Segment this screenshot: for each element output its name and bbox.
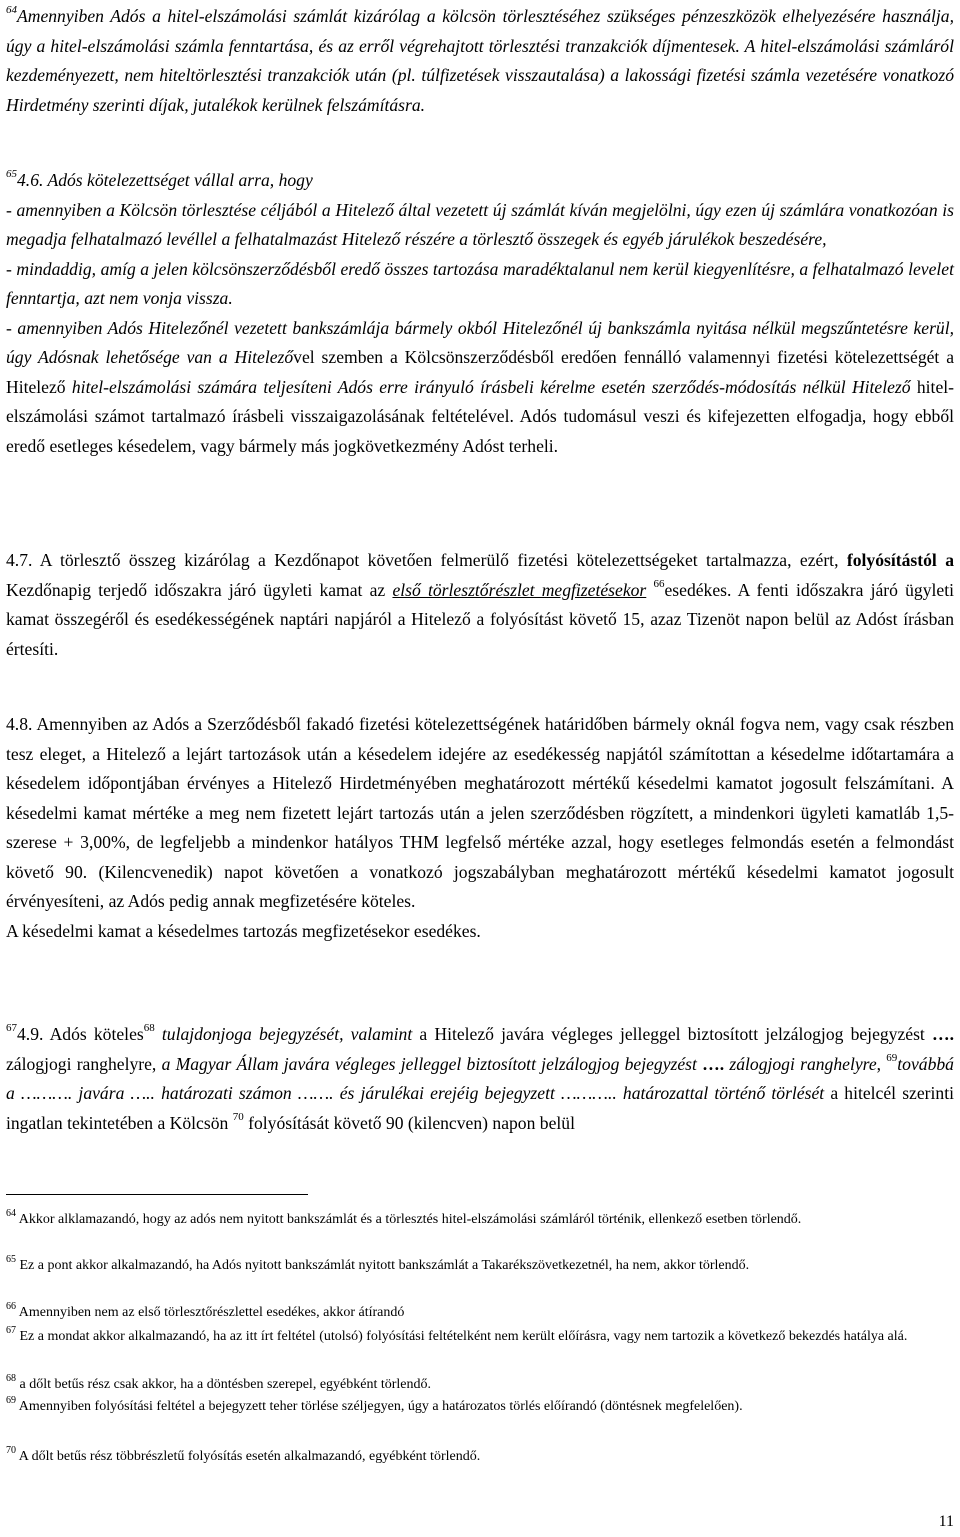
footnote-ref-67: 67 [6,1022,17,1035]
footnote-64: $^{64}$ Akkor alklamazandó, hogy az adós nem nyitott bankszámlát és a törlesztés hitel-elszámolási számláról történik, ellenkező esetben törlendő. [6,1208,802,1227]
footnote-ref-68: 68 [143,1022,155,1035]
bullet-new-account: - amennyiben a Kölcsön törlesztése céljából a Hitelező által vezetett új számlát kíván megjelölni, úgy ezen új számlára vonatkozóan is megadja felhatalmazó levéllel a felhatalmazást Hitelező részére a törlesztő összegek és egyéb járulékok beszedésére, [6,199,954,249]
footnote-69: $^{69}$ Amennyiben folyósítási feltétel a bejegyzett teher törlése széljegyen, úgy a határozatos törlés előírandó (döntésnek megfelelően). [6,1395,743,1414]
section-4-8: 4.8. Amennyiben az Adós a Szerződésből fakadó fizetési kötelezettségének határidőben bármely oknál fogva nem, vagy csak részben tesz eleget, a Hitelező a lejárt tartozások után a késedelem idejére az esedékesség napjától számítottan a késedelme időtartamára a késedelem időpontjában érvényes a Hitelező Hirdetményében meghatározott mértékű késedelmi kamatot jogosult felszámítani. A késedelmi kamat mértéke a meg nem fizetett lejárt tartozás után a jelen szerződésben rögzített, a mindenkori ügyleti kamatláb 1,5-szerese + 3,00%, de legfeljebb a mindenkor hatályos THM legfelső mértéke azzal, hogy esetleges felmondás esetén a felmondást követő 90. (Kilencvenedik) napot követően a vonatkozó jogszabályban meghatározott mértékű késedelmi kamatot jogosult érvényesíteni, az Adós pedig annak megfizetésére köteles. A késedelmi kamat a késedelmes tartozás megfizetésekor esedékes. [6,714,954,941]
footnote-66: $^{66}$ Amennyiben nem az első törlesztőrészlettel esedékes, akkor átírandó [6,1301,405,1320]
paragraph-64: $^{64}$Amennyiben Adós a hitel-elszámolási számlát kizárólag a kölcsön törlesztéséhez szükséges pénzeszközök elhelyezésére használja, úgy a hitel-elszámolási számla fenntartása, és az erről végrehajtott törlesztési tranzakciók díjmentesek. A hitel-elszámolási számláról kezdeményezett, nem hiteltörlesztési tranzakciók után (pl. túlfizetések visszautalása) a lakossági fizetési számla vezetésére vonatkozó Hirdetmény szerinti díjak, jutalékok kerülnek felszámításra. [6,4,954,115]
footnote-ref-69: 69 [886,1051,898,1064]
footnote-ref-70: 70 [232,1110,244,1123]
section-4-7: 4.7. A törlesztő összeg kizárólag a Kezdőnapot követően felmerülő fizetési kötelezettségeket tartalmazza, ezért, folyósítástól a Kezdőnapig terjedő időszakra járó ügyleti kamat az első törlesztőrészlet megfizetésekor $^{66}$esedékes. A fenti időszakra járó ügyleti kamat összegéről és esedékességének naptári napjáról a Hitelező a folyósítást követő 15, azaz Tizenöt napon belül az Adóst írásban értesíti. [6,550,955,659]
section-4-9: $^{67}$4.9. Adós köteles$^{68}$ tulajdonjoga bejegyzését, valamint a Hitelező javára végleges jelleggel biztosított jelzálogjog bejegyzést …. zálogjogi ranghelyre, a Magyar Állam javára végleges jelleggel biztosított jelzálogjog bejegyzést …. zálogjogi ranghelyre, $^{69}$továbbá a ………. javára ….. határozati számon ……. és járulékai erejéig bejegyzett ……….. határozattal történő törlését a hitelcél szerinti ingatlan tekintetében a Kölcsön $^{70}$ folyósítását követő 90 (kilencven) napon belül [6,1022,954,1133]
section-4-6 [6,166,954,461]
bullet-authorization: - mindaddig, amíg a jelen kölcsönszerződésből eredő összes tartozása maradéktalanul nem kerül kiegyenlítésre, a felhatalmazó levelet fenntartja, azt nem vonja vissza. [6,258,954,308]
footnote-65: $^{65}$ Ez a pont akkor alkalmazandó, ha Adós nyitott bankszámlát nyitott bankszámlát a Takarékszövetkezetnél, ha nem, akkor törlendő. [6,1254,750,1273]
footnote-ref-66: 66 [653,577,665,590]
footnote-70: $^{70}$ A dőlt betűs rész többrészletű folyósítás esetén alkalmazandó, egyébként törlendő. [6,1445,481,1464]
footnote-68: $^{68}$ a dőlt betűs rész csak akkor, ha a döntésben szerepel, egyébként törlendő. [6,1373,432,1392]
bullet-account-closure: - amennyiben Adós Hitelezőnél vezetett bankszámlája bármely okból Hitelezőnél új bankszámla nyitása nélkül megszűntetésre kerül, úgy Adósnak lehetősége van a Hitelezővel szemben a Kölcsönszerződésből eredően fennálló valamennyi fizetési kötelezettségét a Hitelező hitel-elszámolási számára teljesíteni Adós erre irányuló írásbeli kérelme esetén szerződés-módosítás nélkül Hitelező hitel-elszámolási számot tartalmazó írásbeli visszaigazolásának feltételével. Adós tudomásul veszi és kifejezetten elfogadja, hogy ebből eredő esetleges késedelem, vagy bármely más jogkövetkezmény Adóst terheli. [6,317,955,456]
footnote-separator [6,1194,308,1195]
page-number: 11 [938,1513,954,1530]
footnote-ref-65: 65 [6,168,17,181]
section-4-6-heading: $^{65}$4.6. Adós kötelezettséget vállal arra, hogy [6,168,313,190]
footnote-67: $^{67}$ Ez a mondat akkor alkalmazandó, ha az itt írt feltétel (utolsó) folyósítási feltételként nem került előírásra, vagy nem tartozik a következő bekezdés hatálya alá. [6,1325,908,1344]
footnote-ref-64: 64 [6,4,17,17]
